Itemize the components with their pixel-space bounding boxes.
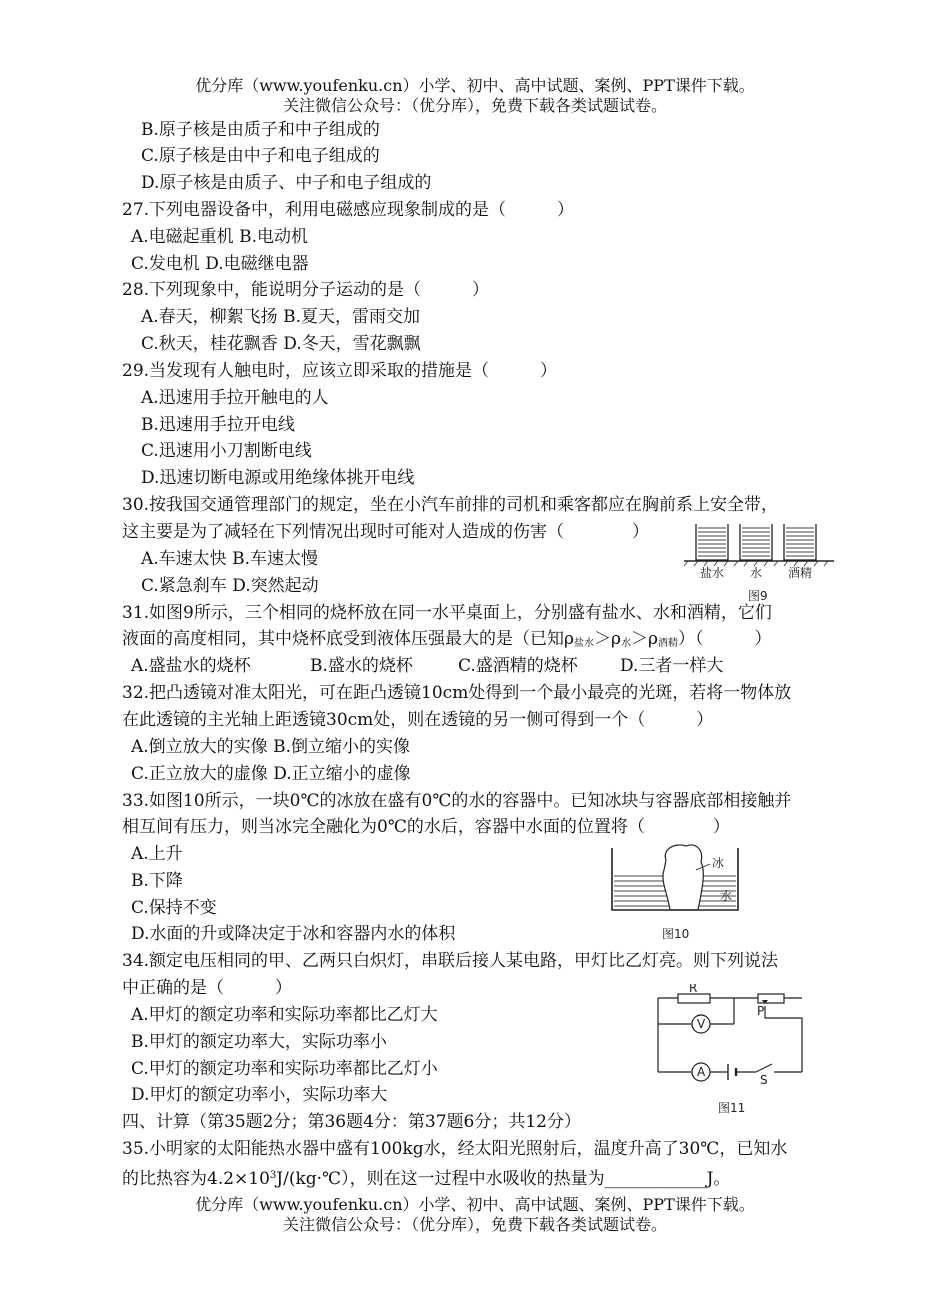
fig11-label-r: R — [689, 984, 698, 995]
footer-line-2: 关注微信公众号：（优分库），免费下载各类试题试卷。 — [282, 1215, 667, 1234]
q28-stem: 28.下列现象中，能说明分子运动的是（ ） — [122, 280, 490, 300]
q33-stem-line-2: 相互间有压力，则当冰完全融化为0℃的水后，容器中水面的位置将（ ） — [122, 817, 730, 837]
figure-11-circuit — [652, 984, 822, 1119]
fig9-label-alcohol: 酒精 — [788, 566, 813, 580]
q29-option-d: D.迅速切断电源或用绝缘体挑开电线 — [141, 468, 415, 488]
fig9-caption: 图9 — [748, 589, 768, 603]
fig11-label-p: P — [757, 1004, 765, 1018]
q31-option-b: B.盛水的烧杯 — [310, 656, 413, 676]
section-4-title: 四、计算（第35题2分；第36题4分：第37题6分；共12分） — [122, 1112, 581, 1132]
q27-stem: 27.下列电器设备中，利用电磁感应现象制成的是（ ） — [122, 200, 575, 220]
q28-options-cd: C.秋天，桂花飘香 D.冬天，雪花飘飘 — [141, 334, 421, 354]
q27-options-cd: C.发电机 D.电磁继电器 — [131, 254, 309, 274]
fig10-label-ice: 冰 — [712, 856, 725, 870]
q33-option-d: D.水面的升或降决定于冰和容器内水的体积 — [131, 924, 456, 944]
q34-stem-line-2: 中正确的是（ ） — [122, 978, 292, 998]
fig11-label-v: V — [697, 1017, 706, 1031]
q34-option-d: D.甲灯的额定功率小，实际功率大 — [131, 1085, 388, 1105]
q30-options-ab: A.车速太快 B.车速太慢 — [141, 549, 318, 569]
q30-options-cd: C.紧急刹车 D.突然起动 — [141, 576, 319, 596]
q32-stem-line-2: 在此透镜的主光轴上距透镜30cm处，则在透镜的另一侧可得到一个（ ） — [122, 710, 714, 730]
q35-stem-line-1: 35.小明家的太阳能热水器中盛有100kg水，经太阳光照射后，温度升高了30℃，已知水 — [122, 1139, 788, 1159]
fig9-label-salt-water: 盐水 — [700, 566, 725, 580]
q34-option-a: A.甲灯的额定功率和实际功率都比乙灯大 — [131, 1005, 438, 1025]
fig11-label-a: A — [697, 1065, 706, 1079]
fig10-caption: 图10 — [662, 927, 690, 941]
q31-stem-line-1: 31.如图9所示，三个相同的烧杯放在同一水平桌面上，分别盛有盐水、水和酒精，它们 — [122, 603, 772, 623]
q28-options-ab: A.春天，柳絮飞扬 B.夏天，雷雨交加 — [141, 307, 420, 327]
q31-option-d: D.三者一样大 — [620, 656, 724, 676]
q29-stem: 29.当发现有人触电时，应该立即采取的措施是（ ） — [122, 361, 558, 381]
fig10-label-water: 水 — [720, 889, 733, 903]
q29-option-c: C.迅速用小刀割断电线 — [141, 441, 312, 461]
q34-option-b: B.甲灯的额定功率大，实际功率小 — [131, 1032, 387, 1052]
q31-option-c: C.盛酒精的烧杯 — [458, 656, 578, 676]
q34-stem-line-1: 34.额定电压相同的甲、乙两只白炽灯，串联后接人某电路，甲灯比乙灯亮。则下列说法 — [122, 951, 779, 971]
q32-options-ab: A.倒立放大的实像 B.倒立缩小的实像 — [131, 737, 410, 757]
footer-line-1: 优分库（www.youfenku.cn）小学、初中、高中试题、案例、PPT课件下载。 — [195, 1195, 755, 1214]
q32-options-cd: C.正立放大的虚像 D.正立缩小的虚像 — [131, 764, 411, 784]
q34-option-c: C.甲灯的额定功率和实际功率都比乙灯小 — [131, 1059, 438, 1079]
q32-stem-line-1: 32.把凸透镜对准太阳光，可在距凸透镜10cm处得到一个最小最亮的光斑，若将一物体放 — [122, 683, 792, 703]
q26-option-d: D.原子核是由质子、中子和电子组成的 — [141, 173, 432, 193]
q33-stem-line-1: 33.如图10所示，一块0℃的冰放在盛有0℃的水的容器中。已知冰块与容器底部相接触并 — [122, 791, 792, 811]
q27-options-ab: A.电磁起重机 B.电动机 — [131, 227, 308, 247]
fig11-caption: 图11 — [718, 1101, 746, 1115]
q31-option-a: A.盛盐水的烧杯 — [131, 656, 251, 676]
fig9-label-water: 水 — [750, 566, 763, 580]
q33-option-b: B.下降 — [131, 871, 183, 891]
q29-option-a: A.迅速用手拉开触电的人 — [141, 388, 329, 408]
header-line-2: 关注微信公众号：（优分库），免费下载各类试题试卷。 — [282, 96, 667, 115]
q31-stem-line-2: 液面的高度相同，其中烧杯底受到液体压强最大的是（已知$\rho_{盐水}>\rho_水>\rho_{酒精}$）（ ） — [122, 629, 772, 649]
q33-option-a: A.上升 — [131, 844, 183, 864]
fig11-label-s: S — [760, 1073, 768, 1087]
q26-option-c: C.原子核是由中子和电子组成的 — [141, 146, 380, 166]
q26-option-b: B.原子核是由质子和中子组成的 — [141, 120, 380, 140]
figure-10-ice-container — [606, 840, 746, 945]
header-line-1: 优分库（www.youfenku.cn）小学、初中、高中试题、案例、PPT课件下载。 — [195, 76, 755, 95]
q35-stem-line-2: 的比热容为$4.2\times 10^3J/(kg\cdot℃)$，则在这一过程中水吸收的热量为____________J。 — [122, 1169, 731, 1189]
figure-9-beakers — [684, 518, 840, 604]
q33-option-c: C.保持不变 — [131, 898, 217, 918]
q29-option-b: B.迅速用手拉开电线 — [141, 415, 295, 435]
q30-stem-line-1: 30.按我国交通管理部门的规定，坐在小汽车前排的司机和乘客都应在胸前系上安全带， — [122, 495, 779, 515]
q30-stem-line-2: 这主要是为了减轻在下列情况出现时可能对人造成的伤害（ ） — [122, 522, 649, 542]
